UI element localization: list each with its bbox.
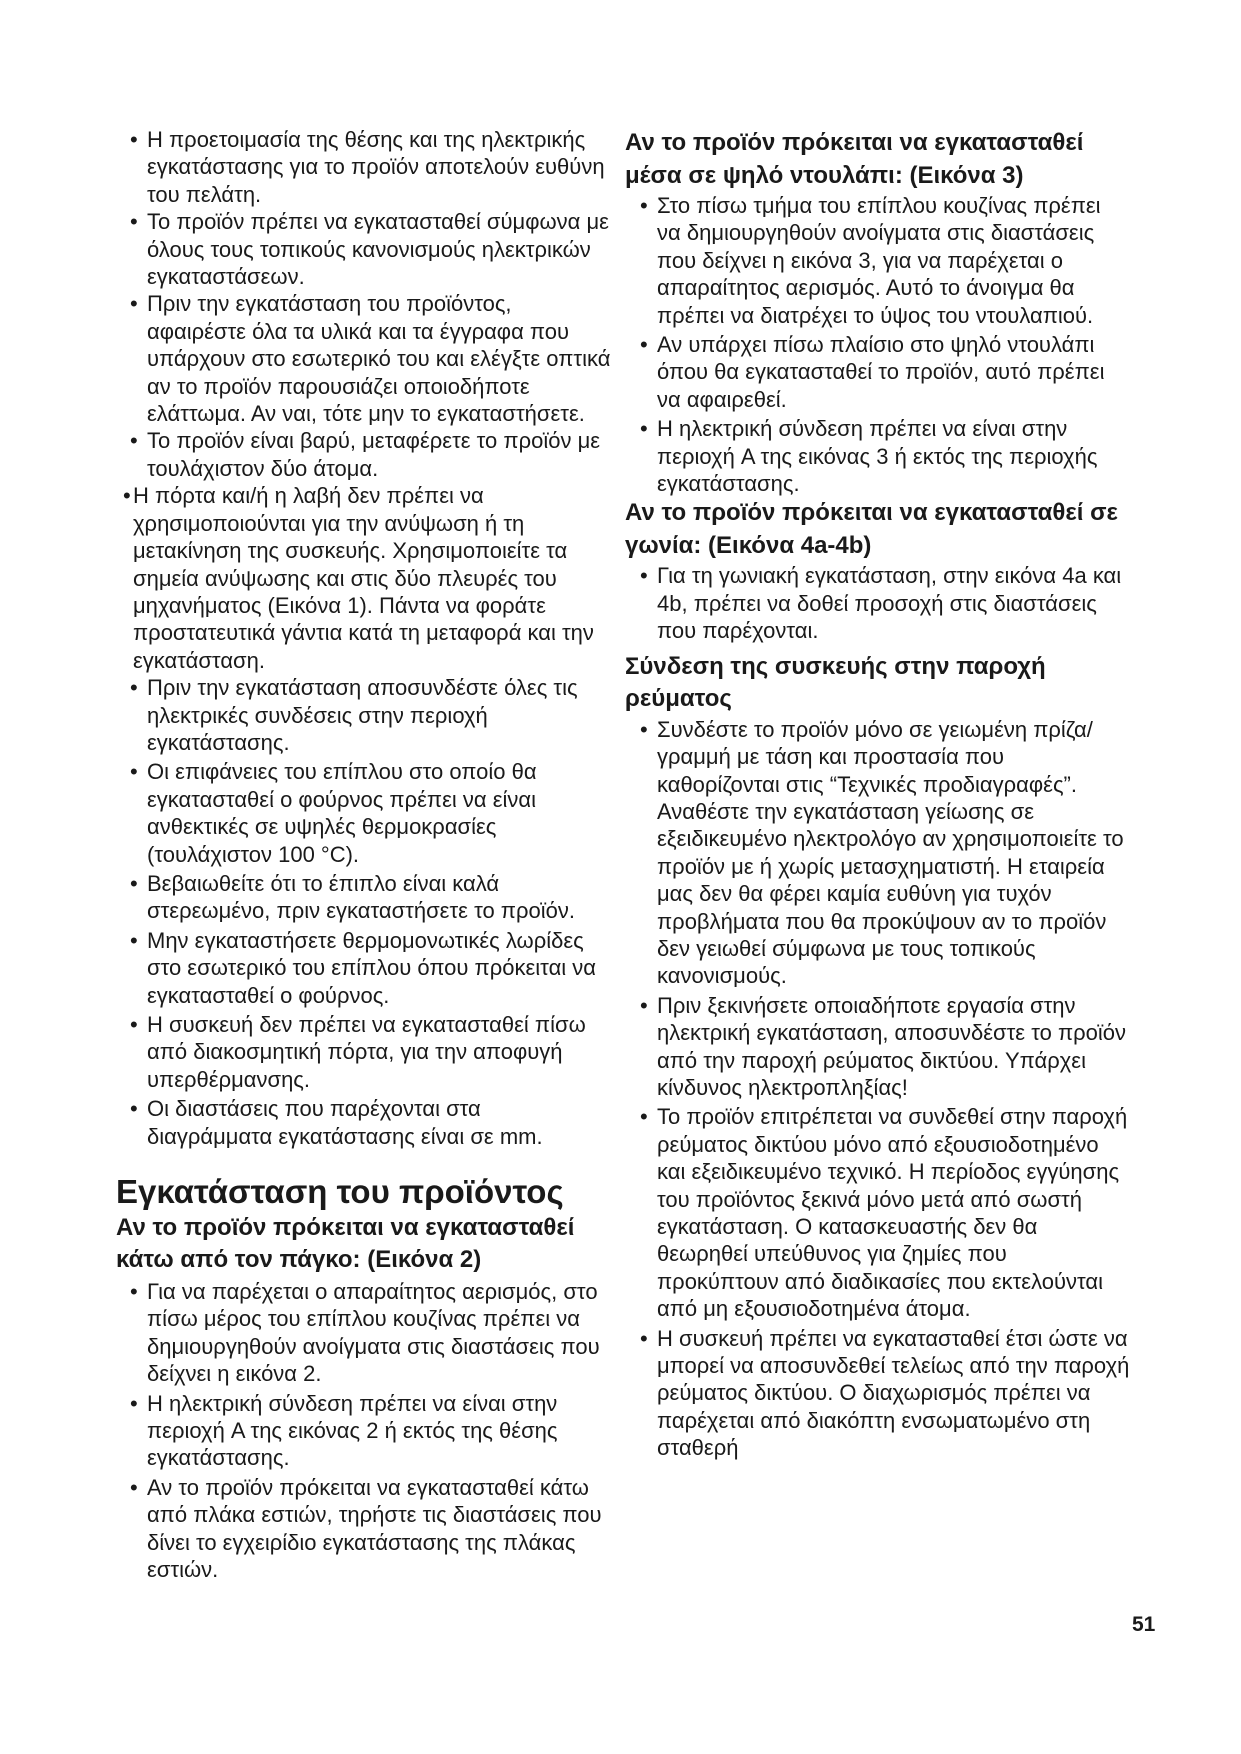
bullet-door-handle-lifting: • Η πόρτα και/ή η λαβή δεν πρέπει να χρησιμοποιούνται για την ανύψωση ή τη μετακίνηση της συσκευής. Χρησιμοποιείτε τα σημεία ανύψωσης και στις δύο πλευρές του μηχανήματος (Εικόνα 1). Πάντα να φοράτε προστατευτικά γάντια κατά τη μεταφορά και την εγκατάσταση.: [123, 482, 612, 674]
bullet-remove-materials: • Πριν την εγκατάσταση του προϊόντος, αφαιρέστε όλα τα υλικά και τα έγγραφα που υπάρχουν στο εσωτερικό του και ελέγξτε οπτικά αν το προϊόν παρουσιάζει οποιοδήποτε ελάττωμα. Αν ναι, τότε μην το εγκαταστήσετε.: [130, 290, 612, 427]
bullet-no-decorative-door: • Η συσκευή δεν πρέπει να εγκατασταθεί πίσω από διακοσμητική πόρτα, για την αποφυγή υπερθέρμανσης.: [130, 1011, 612, 1093]
bullet-tall-back-panel: • Αν υπάρχει πίσω πλαίσιο στο ψηλό ντουλάπι όπου θα εγκατασταθεί το προϊόν, αυτό πρέπει να αφαιρεθεί.: [640, 331, 1130, 413]
right-column: [625, 127, 1130, 1462]
bullet-heat-resistant-surfaces: • Οι επιφάνειες του επίπλου στο οποίο θα εγκατασταθεί ο φούρνος πρέπει να είναι ανθεκτικές σε υψηλές θερμοκρασίες (τουλάχιστον 100 °C).: [130, 758, 612, 868]
subtitle-tall-cabinet: Αν το προϊόν πρόκειται να εγκατασταθεί μέσα σε ψηλό ντουλάπι: (Εικόνα 3): [625, 129, 1084, 189]
bullet-disconnect-electrical: • Πριν την εγκατάσταση αποσυνδέστε όλες τις ηλεκτρικές συνδέσεις στην περιοχή εγκατάστασης.: [130, 674, 612, 756]
bullet-local-regulations: • Το προϊόν πρέπει να εγκατασταθεί σύμφωνα με όλους τους τοπικούς κανονισμούς ηλεκτρικών εγκαταστάσεων.: [130, 208, 612, 290]
subtitle-power-connection: Σύνδεση της συσκευής στην παροχή ρεύματος: [625, 652, 1046, 713]
bullet-corner-dimensions: • Για τη γωνιακή εγκατάσταση, στην εικόνα 4a και 4b, πρέπει να δοθεί προσοχή στις διαστάσεις που παρέχονται.: [640, 562, 1130, 644]
page-number: 51: [1132, 1613, 1156, 1636]
bullet-tall-electrical-area: • Η ηλεκτρική σύνδεση πρέπει να είναι στην περιοχή A της εικόνας 3 ή εκτός της περιοχής εγκατάστασης.: [640, 415, 1130, 497]
bullet-no-thermal-strips: • Μην εγκαταστήσετε θερμομονωτικές λωρίδες στο εσωτερικό του επίπλου όπου πρόκειται να εγκατασταθεί ο φούρνος.: [130, 927, 612, 1009]
bullet-under-hob: • Αν το προϊόν πρόκειται να εγκατασταθεί κάτω από πλάκα εστιών, τηρήστε τις διαστάσεις που δίνει το εγχειρίδιο εγκατάστασης της πλάκας εστιών.: [130, 1474, 612, 1584]
bullet-grounded-socket: • Συνδέστε το προϊόν μόνο σε γειωμένη πρίζα/ γραμμή με τάση και προστασία που καθορίζονται στις “Τεχνικές προδιαγραφές”. Αναθέστε την εγκατάσταση γείωσης σε εξειδικευμένο ηλεκτρολόγο αν χρησιμοποιείτε το προϊόν με ή χωρίς μετασχηματιστή. Η εταιρεία μας δεν θα φέρει καμία ευθύνη για τυχόν προβλήματα που θα προκύψουν αν το προϊόν δεν γειωθεί σύμφωνα με τους τοπικούς κανονισμούς.: [640, 716, 1130, 990]
bullet-customer-responsibility: • Η προετοιμασία της θέσης και της ηλεκτρικής εγκατάστασης για το προϊόν αποτελούν ευθύνη του πελάτη.: [130, 126, 612, 208]
bullet-furniture-secured: • Βεβαιωθείτε ότι το έπιπλο είναι καλά στερεωμένο, πριν εγκαταστήσετε το προϊόν.: [130, 870, 612, 925]
bullet-electrical-area-a: • Η ηλεκτρική σύνδεση πρέπει να είναι στην περιοχή A της εικόνας 2 ή εκτός της θέσης εγκατάστασης.: [130, 1390, 612, 1472]
bullet-authorized-technician: • Το προϊόν επιτρέπεται να συνδεθεί στην παροχή ρεύματος δικτύου μόνο από εξουσιοδοτημένο και εξειδικευμένο τεχνικό. Η περίοδος εγγύησης του προϊόντος ξεκινά μόνο μετά από σωστή εγκατάσταση. Ο κατασκευαστής δεν θα θεωρηθεί υπεύθυνος για ζημίες που προκύπτουν από διαδικασίες που εκτελούνται από μη εξουσιοδοτημένα άτομα.: [640, 1103, 1130, 1322]
subtitle-under-counter: Αν το προϊόν πρόκειται να εγκατασταθεί κάτω από τον πάγκο: (Εικόνα 2): [116, 1214, 575, 1274]
subtitle-corner: Αν το προϊόν πρόκειται να εγκατασταθεί σε γωνία: (Εικόνα 4a-4b): [625, 499, 1118, 559]
bullet-tall-ventilation: • Στο πίσω τμήμα του επίπλου κουζίνας πρέπει να δημιουργηθούν ανοίγματα στις διαστάσεις που δείχνει η εικόνα 3, για να παρέχεται ο απαραίτητος αερισμός. Αυτό το άνοιγμα θα πρέπει να διατρέχει το ύψος του ντουλαπιού.: [640, 192, 1130, 329]
bullet-ventilation-openings: • Για να παρέχεται ο απαραίτητος αερισμός, στο πίσω μέρος του επίπλου κουζίνας πρέπει να δημιουργηθούν ανοίγματα στις διαστάσεις που δείχνει η εικόνα 2.: [130, 1278, 612, 1388]
bullet-disconnect-before-work: • Πριν ξεκινήσετε οποιαδήποτε εργασία στην ηλεκτρική εγκατάσταση, αποσυνδέστε το προϊόν από την παροχή ρεύματος δικτύου. Υπάρχει κίνδυνος ηλεκτροπληξίας!: [640, 992, 1130, 1102]
section-title-installation: Εγκατάσταση του προϊόντος: [116, 1173, 564, 1211]
bullet-dimensions-mm: • Οι διαστάσεις που παρέχονται στα διαγράμματα εγκατάστασης είναι σε mm.: [130, 1095, 612, 1150]
bullet-full-disconnection: • Η συσκευή πρέπει να εγκατασταθεί έτσι ώστε να μπορεί να αποσυνδεθεί τελείως από την παροχή ρεύματος δικτύου. Ο διαχωρισμός πρέπει να παρέχεται από διακόπτη ενσωματωμένο στη σταθερή: [640, 1325, 1130, 1462]
bullet-heavy-product: • Το προϊόν είναι βαρύ, μεταφέρετε το προϊόν με τουλάχιστον δύο άτομα.: [130, 427, 612, 482]
left-column: [116, 126, 612, 1584]
